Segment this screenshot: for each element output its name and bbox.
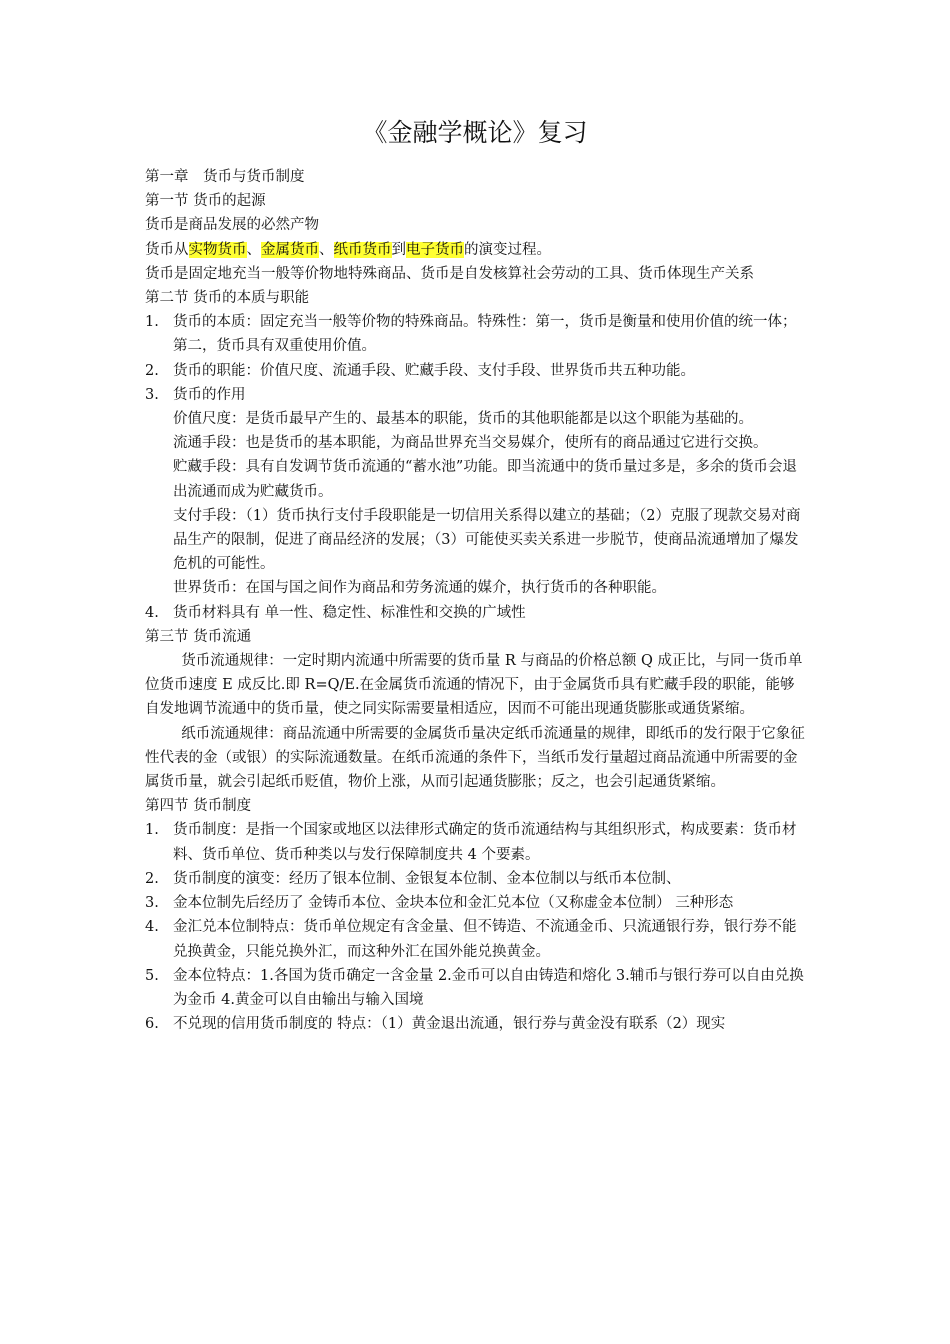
list-number: 1.: [145, 314, 159, 331]
text-run: 、: [246, 241, 261, 258]
list-item: [145, 818, 809, 866]
list-number: 2.: [145, 870, 159, 887]
function-paragraph: 世界货币：在国与国之间作为商品和劳务流通的媒介，执行货币的各种职能。: [173, 580, 666, 597]
list-number: 1.: [145, 822, 159, 839]
text-run: 的演变过程。: [464, 241, 551, 258]
list-text: 金本位制先后经历了 金铸币本位、金块本位和金汇兑本位（又称虚金本位制） 三种形态: [173, 895, 734, 912]
highlighted-text: 纸币货币: [333, 241, 392, 258]
function-paragraph: 价值尺度：是货币最早产生的、最基本的职能，货币的其他职能都是以这个职能为基础的。: [173, 411, 753, 428]
list-text: 金本位特点：1.各国为货币确定一含金量 2.金币可以自由铸造和熔化 3.辅币与银行券可以自由兑换为金币 4.黄金可以自由输出与输入国境: [173, 967, 804, 1008]
list-item: [145, 891, 809, 915]
list-number: 5.: [145, 967, 159, 984]
text-run: 、: [319, 241, 334, 258]
function-paragraph: 贮藏手段：具有自发调节货币流通的“蓄水池”功能。即当流通中的货币量过多是，多余的货币会退出流通而成为贮藏货币。: [173, 459, 797, 500]
paragraph: 纸币流通规律：商品流通中所需要的金属货币量决定纸币流通量的规律，即纸币的发行限于它象征性代表的金（或银）的实际流通数量。在纸币流通的条件下，当纸币发行量超过商品流通中所需要的金属货币量，就会引起纸币贬值，物价上涨，从而引起通货膨胀；反之，也会引起通货紧缩。: [145, 725, 805, 791]
list-number: 6.: [145, 1016, 159, 1033]
list-text: 货币材料具有 单一性、稳定性、标准性和交换的广域性: [173, 604, 526, 621]
function-paragraph: 支付手段：（1）货币执行支付手段职能是一切信用关系得以建立的基础；（2）克服了现款交易对商品生产的限制，促进了商品经济的发展；（3）可能使买卖关系进一步脱节，使商品流通增加了爆发危机的可能性。: [173, 507, 801, 573]
document-body: [145, 165, 809, 1036]
highlighted-text: 金属货币: [261, 241, 319, 258]
chapter-heading: 第一章 货币与货币制度: [145, 169, 305, 185]
list-text: 货币制度：是指一个国家或地区以法律形式确定的货币流通结构与其组织形式，构成要素：货币材料、货币单位、货币种类以与发行保障制度共 4 个要素。: [173, 822, 797, 863]
section-heading: 第一节 货币的起源: [145, 193, 266, 210]
list-item: [145, 601, 809, 625]
list-number: 4.: [145, 919, 159, 936]
text-run: 到: [391, 241, 406, 258]
highlighted-text: 实物货币: [188, 241, 247, 258]
list-item: [145, 310, 809, 358]
list-text: 货币的本质：固定充当一般等价物的特殊商品。特殊性：第一，货币是衡量和使用价值的统一体；第二，货币具有双重使用价值。: [173, 314, 797, 355]
list-number: 3.: [145, 895, 159, 912]
paragraph: 货币是固定地充当一般等价物地特殊商品、货币是自发核算社会劳动的工具、货币体现生产关系: [145, 265, 754, 282]
list-item: [145, 915, 809, 963]
list-item: [145, 964, 809, 1012]
list-text: 金汇兑本位制特点：货币单位规定有含金量、但不铸造、不流通金币、只流通银行券，银行券不能兑换黄金，只能兑换外汇，而这种外汇在国外能兑换黄金。: [173, 919, 797, 960]
list-number: 4.: [145, 604, 159, 621]
list-item: [145, 867, 809, 891]
list-text: 不兑现的信用货币制度的 特点：（1）黄金退出流通，银行券与黄金没有联系（2）现实: [173, 1016, 726, 1033]
section-heading: 第二节 货币的本质与职能: [145, 290, 310, 307]
list-number: 3.: [145, 386, 159, 403]
function-paragraph: 流通手段：也是货币的基本职能，为商品世界充当交易媒介，使所有的商品通过它进行交换。: [173, 435, 768, 452]
list-item: [145, 359, 809, 383]
page-title: 《金融学概论》复习: [362, 118, 588, 147]
highlighted-text: 电子货币: [406, 241, 464, 258]
text-run: 货币从: [145, 241, 189, 258]
section-heading: 第三节 货币流通: [145, 628, 252, 645]
list-number: 2.: [145, 362, 159, 379]
list-text: 货币的职能：价值尺度、流通手段、贮藏手段、支付手段、世界货币共五种功能。: [173, 362, 695, 379]
list-item: [145, 1012, 809, 1036]
paragraph: 货币流通规律：一定时期内流通中所需要的货币量 R 与商品的价格总额 Q 成正比，与同一货币单位货币速度 E 成反比.即 R=Q/E.在金属货币流通的情况下，由于金属货币具有贮藏手段的职能，能够自发地调节流通中的货币量，使之同实际需要量相适应，因而不可能出现通货膨胀或通货紧缩。: [145, 653, 803, 718]
section-heading: 第四节 货币制度: [145, 798, 252, 815]
list-item: [145, 383, 809, 407]
paragraph-highlighted: [145, 238, 809, 262]
paragraph: 货币是商品发展的必然产物: [145, 217, 319, 234]
list-text: 货币的作用: [173, 386, 246, 403]
list-text: 货币制度的演变：经历了银本位制、金银复本位制、金本位制以与纸币本位制、: [173, 870, 681, 887]
